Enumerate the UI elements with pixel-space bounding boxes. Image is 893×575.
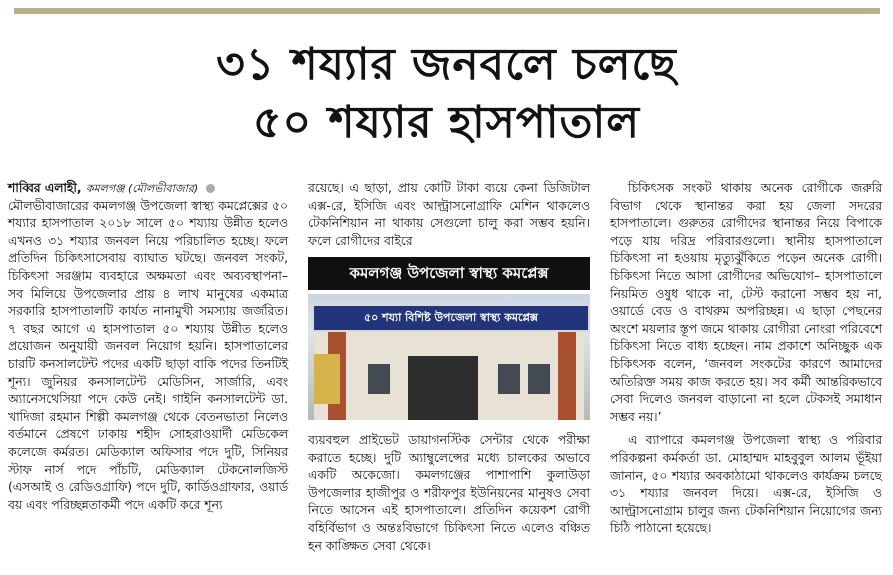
byline-dot-icon bbox=[206, 184, 215, 193]
author-name: শাব্বির এলাহী, bbox=[8, 181, 82, 195]
article-column-1 bbox=[8, 180, 288, 514]
column-3-paragraph-2: এ ব্যাপারে কমলগঞ্জ উপজেলা স্বাস্থ্য ও পরিবার পরিকল্পনা কর্মকর্তা ডা. মোহাম্মদ মাহবুবুল আলম ভূঁইয়া জানান, ৫০ শয্যার অবকাঠামো থাকলেও কার্যক্রম চলছে ৩১ শয্যার জনবল দিয়ে। এক্স-রে, ইসিজি ও আল্ট্রাসনোগ্রাম চালুর জন্য টেকনিশিয়ান নিয়োগের জন্য চিঠি পাঠানো হয়েছে। bbox=[610, 433, 882, 536]
top-rule bbox=[14, 8, 880, 14]
hospital-sign: ৫০ শয্যা বিশিষ্ট উপজেলা স্বাস্থ্য কমপ্লেক্স bbox=[312, 304, 590, 332]
building-pillar bbox=[558, 332, 576, 420]
hospital-photo bbox=[308, 294, 590, 420]
byline bbox=[8, 180, 288, 198]
window bbox=[498, 364, 520, 394]
wall-poster bbox=[314, 354, 340, 404]
photo-caption: কমলগঞ্জ উপজেলা স্বাস্থ্য কমপ্লেক্স bbox=[308, 257, 590, 290]
headline bbox=[0, 36, 893, 152]
headline-line-1: ৩১ শয্যার জনবলে চলছে bbox=[216, 39, 677, 90]
window bbox=[528, 364, 550, 394]
window bbox=[368, 364, 390, 394]
column-3-paragraph-1: চিকিৎসক সংকট থাকায় অনেক রোগীকে জরুরি বিভাগ থেকে স্থানান্তর করা হয় জেলা সদরের হাসপাতালে। গুরুতর রোগীদের স্থানান্তর নিয়ে বিপাকে পড়ে যায় দরিদ্র পরিবারগুলো। স্থানীয় হাসপাতালে চিকিৎসা না হওয়ায় মৃত্যুঝুঁকিতে পড়েন অনেক রোগী। চিকিৎসা নিতে আসা রোগীদের অভিযোগ– হাসপাতালে নিয়মিত ওষুধ থাকে না, টেস্ট করানো সম্ভব হয় না, ওয়ার্ডে বেড ও বাথরুম অপরিচ্ছন্ন। এ ছাড়া পেছনের অংশে ময়লার স্তূপ জমে থাকায় রোগীরা নোংরা পরিবেশে চিকিৎসা নিতে বাধ্য হচ্ছেন। নাম প্রকাশে অনিচ্ছুক এক চিকিৎসক বলেন, ‘জনবল সংকটের কারণে আমাদের অতিরিক্ত সময় কাজ করতে হয়। সব কর্মী আন্তরিকভাবে সেবা দিলেও জনবল বাড়ানো না হলে টেকসই সমাধান সম্ভব নয়।’ bbox=[610, 181, 882, 424]
photo-block bbox=[308, 257, 590, 420]
article-column-3 bbox=[610, 180, 882, 538]
headline-line-2: ৫০ শয্যার হাসপাতাল bbox=[252, 97, 641, 148]
column-2-top-text: রয়েছে। এ ছাড়া, প্রায় কোটি টাকা ব্যয়ে কেনা ডিজিটাল এক্স-রে, ইসিজি এবং আল্ট্রাসনোগ্রাফি মেশিন থাকলেও টেকনিশিয়ান না থাকায় সেগুলো চালু করা সম্ভব হয়নি। ফলে রোগীদের বাইরে bbox=[308, 181, 590, 248]
column-2-bottom-text: ব্যয়বহুল প্রাইভেট ডায়াগনস্টিক সেন্টার থেকে পরীক্ষা করাতে হচ্ছে। দুটি অ্যাম্বুলেন্সের মধ্যে চালকের অভাবে একটি অকেজো। কমলগঞ্জের পাশাপাশি কুলাউড়া উপজেলার হাজীপুর ও শরীফপুর ইউনিয়নের মানুষও সেবা নিতে আসেন এই হাসপাতালে। প্রতিদিন কয়েকশ রোগী বহির্বিভাগ ও অন্তঃবিভাগে চিকিৎসা নিতে এলেও বঞ্চিত হন কাঙ্ক্ষিত সেবা থেকে। bbox=[308, 433, 590, 553]
entrance-door bbox=[408, 356, 478, 420]
column-1-text: মৌলভীবাজারের কমলগঞ্জ উপজেলা স্বাস্থ্য কমপ্লেক্সের ৫০ শয্যার হাসপাতাল ২০১৮ সালে ৫০ শয্যায় উন্নীত হলেও এখনও ৩১ শয্যার জনবল নিয়ে পরিচালিত হচ্ছে। ফলে প্রতিদিন চিকিৎসাসেবায় ব্যাঘাত ঘটছে। জনবল সংকট, চিকিৎসা সরঞ্জাম ব্যবহারে অক্ষমতা এবং অব্যবস্থাপনা– সব মিলিয়ে উপজেলার প্রায় ৪ লাখ মানুষের একমাত্র সরকারি হাসপাতালটি কার্যত নানামুখী সমস্যায় জর্জরিত। ৭ বছর আগে এ হাসপাতাল ৫০ শয্যায় উন্নীত হলেও প্রয়োজন অনুযায়ী জনবল নিয়োগ হয়নি। হাসপাতালের চারটি কনসালটেন্ট পদের একটি ছাড়া বাকি পদের তিনটিই শূন্য। জুনিয়র কনসালটেন্ট মেডিসিন, সার্জারি, এবং অ্যানেসথেসিয়া পদে কেউ নেই। গাইনি কনসালটেন্ট ডা. খাদিজা রহমান শিল্পী কমলগঞ্জ থেকে বেতনভাতা নিলেও বর্তমানে প্রেষণে ঢাকায় শহীদ সোহরাওয়ার্দী মেডিকেল কলেজে কর্মরত। মেডিক্যাল অফিসার পদে দুটি, সিনিয়র স্টাফ নার্স পদে পাঁচটি, মেডিক্যাল টেকনোলজিস্ট (এসআই ও রেডিওগ্রাফি) পদে দুটি, কার্ডিওগ্রাফার, ওয়ার্ড বয় এবং পরিচ্ছন্নতাকর্মী পদে একটি করে শূন্য bbox=[8, 198, 288, 512]
dateline-place: কমলগঞ্জ (মৌলভীবাজার) bbox=[85, 182, 199, 195]
